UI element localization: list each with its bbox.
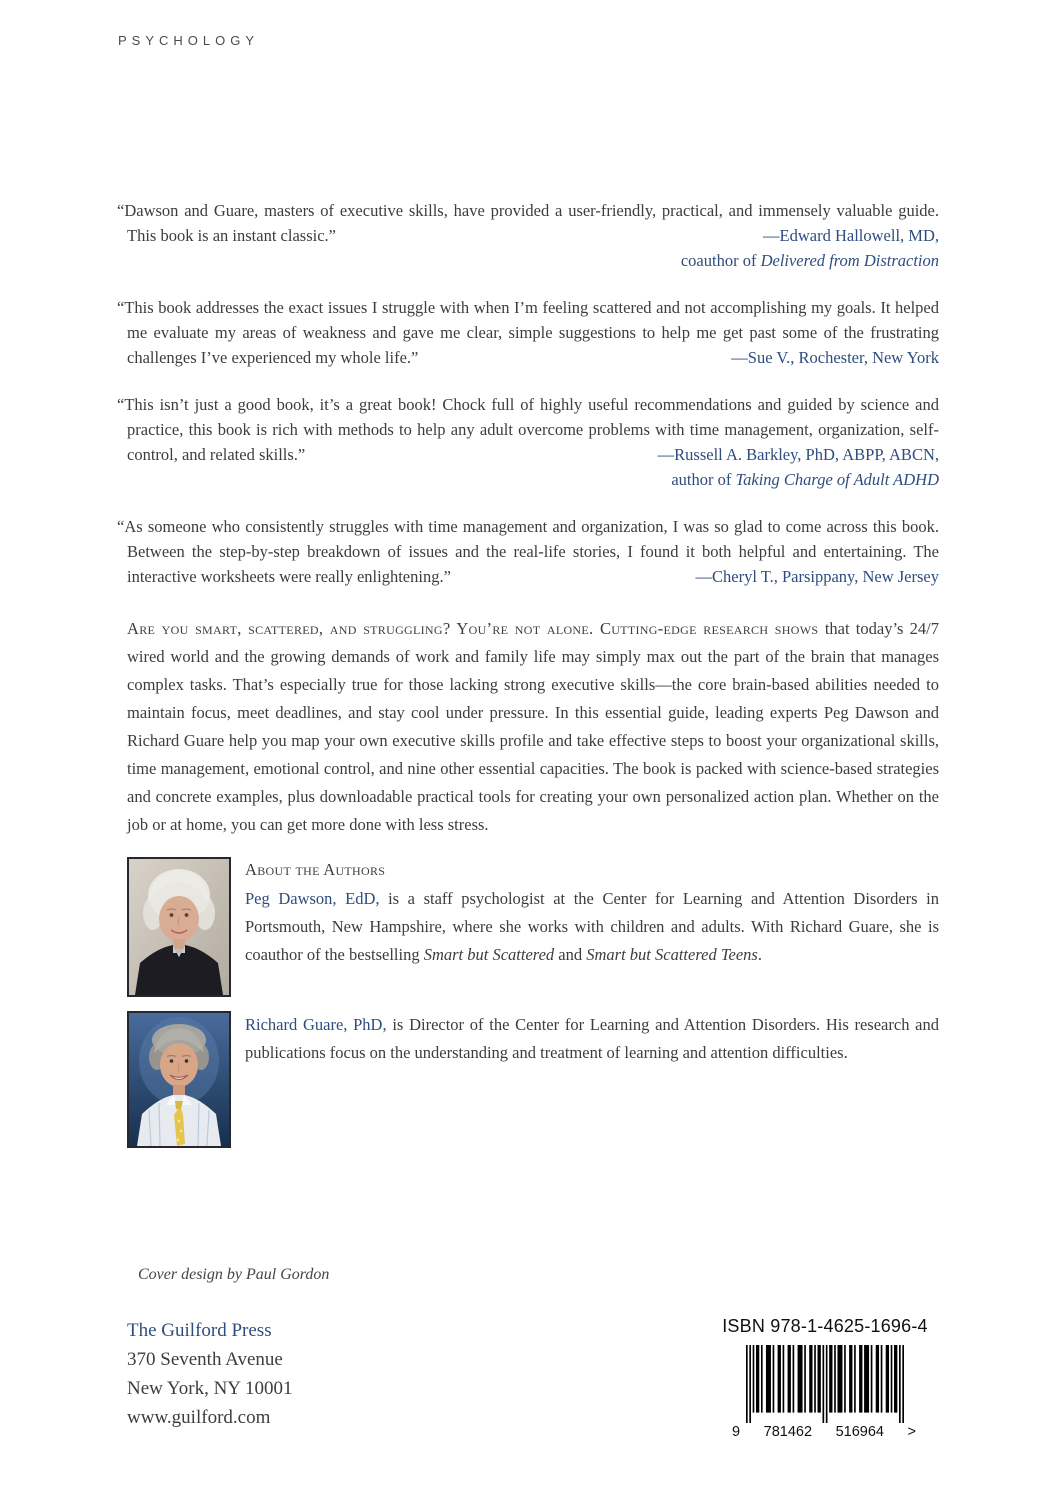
- quote-attribution: —Edward Hallowell, MD,: [763, 226, 939, 245]
- peg-dawson-bio: [245, 885, 939, 969]
- bio-text: is Director of the Center for Learning and Attention Disorders. His research and publications focus on the understanding and treatment of learning and attention difficulties.: [245, 1015, 940, 1062]
- back-cover-content: [117, 198, 940, 1162]
- publisher-address-line1: 370 Seventh Avenue: [127, 1349, 283, 1370]
- quote-text-body: “This isn’t just a good book, it’s a great book! Chock full of highly useful recommendations and guided by science and practice, this book is rich with methods to help any adult overcome problems with time management, organization, self-control, and related skills.”: [117, 395, 939, 464]
- book-title: Smart but Scattered Teens: [586, 945, 758, 964]
- quote-text-body: “This book addresses the exact issues I struggle with when I’m feeling scattered and not accomplishing my goals. It helped me evaluate my areas of weakness and gave me clear, simple suggestions to help me get past some of the frustrating challenges I’ve experienced my whole life.”: [117, 298, 939, 367]
- richard-guare-bio: [245, 1011, 939, 1067]
- quote-text-body: “Dawson and Guare, masters of executive skills, have provided a user-friendly, practical, and immensely valuable guide. This book is an instant classic.”: [117, 201, 939, 245]
- isbn-block: [705, 1316, 945, 1440]
- quote-text-body: “As someone who consistently struggles with time management and organization, I was so glad to come across this book. Between the step-by-step breakdown of issues and the real-life stories, I found it both helpful and entertaining. The interactive worksheets were really enlightening.”: [117, 517, 939, 586]
- cover-design-credit: Cover design by Paul Gordon: [138, 1266, 330, 1283]
- quote-attribution-source: [127, 248, 939, 273]
- about-authors-heading: About the Authors: [245, 860, 386, 879]
- peg-dawson-text: [245, 857, 939, 969]
- richard-guare-name: Richard Guare, PhD,: [245, 1015, 387, 1034]
- barcode-digits-right: 516964: [835, 1424, 884, 1440]
- publisher-block: [127, 1316, 293, 1432]
- source-title: Taking Charge of Adult ADHD: [735, 470, 939, 489]
- book-title: Smart but Scattered: [423, 945, 555, 964]
- bio-text: and: [554, 945, 587, 964]
- peg-dawson-portrait-graphic: [129, 859, 229, 995]
- bio-text: .: [757, 945, 762, 964]
- publisher-website: www.guilford.com: [127, 1407, 271, 1428]
- isbn-number: ISBN 978-1-4625-1696-4: [722, 1316, 928, 1336]
- quote-text: [117, 514, 939, 589]
- barcode-digit-lead: 9: [732, 1424, 741, 1440]
- endorsement-quote: [117, 514, 939, 589]
- richard-guare-text: [245, 1011, 939, 1067]
- publisher-name: The Guilford Press: [127, 1320, 272, 1341]
- quote-text: [117, 198, 939, 248]
- author-section-peg-dawson: [127, 857, 939, 997]
- peg-dawson-name: Peg Dawson, EdD,: [245, 889, 380, 908]
- book-description: [127, 615, 939, 839]
- peg-dawson-photo: [127, 857, 231, 997]
- quote-text: [117, 392, 939, 467]
- quote-text: [117, 295, 939, 370]
- richard-guare-photo: [127, 1011, 231, 1148]
- bio-text: is a staff psychologist at the Center for Learning and Attention Disorders in Portsmouth, New Hampshire, where she works with children and adults. With Richard Guare, she is coauthor of the bestselling: [245, 889, 939, 964]
- source-prefix: author of: [671, 470, 736, 489]
- endorsement-quote: [117, 198, 939, 273]
- source-title: Delivered from Distraction: [760, 251, 939, 270]
- description-lead: Are you smart, scattered, and struggling? You’re not alone. Cutting-edge research shows: [127, 619, 825, 638]
- endorsement-quote: [117, 392, 939, 492]
- source-prefix: coauthor of: [680, 251, 761, 270]
- quote-attribution: —Cheryl T., Parsippany, New Jersey: [695, 567, 939, 586]
- endorsement-quote: [117, 295, 939, 370]
- quote-attribution-source: [127, 467, 939, 492]
- barcode-digits-left: 781462: [763, 1424, 813, 1440]
- author-section-richard-guare: [127, 1011, 939, 1148]
- publisher-address-line2: New York, NY 10001: [127, 1378, 293, 1399]
- description-body: that today’s 24/7 wired world and the growing demands of work and family life may simply max out the part of the brain that manages complex tasks. That’s especially true for those lacking strong executive skills—the core brain-based abilities needed to maintain focus, meet deadlines, and stay cool under pressure. In this essential guide, leading experts Peg Dawson and Richard Guare help you map your own executive skills profile and take effective steps to boost your organizational skills, time management, emotional control, and nine other essential capacities. The book is packed with science-based strategies and concrete examples, plus downloadable practical tools for creating your own personalized action plan. Whether on the job or at home, you can get more done with less stress.: [127, 619, 939, 834]
- quote-attribution: —Sue V., Rochester, New York: [731, 348, 939, 367]
- barcode-digit-end: >: [907, 1424, 916, 1440]
- barcode-bars-graphic: [746, 1345, 904, 1423]
- isbn-barcode: [732, 1345, 916, 1440]
- quote-attribution: —Russell A. Barkley, PhD, ABPP, ABCN,: [657, 445, 939, 464]
- richard-guare-portrait-graphic: [129, 1013, 229, 1146]
- category-label: PSYCHOLOGY: [118, 33, 260, 48]
- barcode-digits: [732, 1424, 916, 1440]
